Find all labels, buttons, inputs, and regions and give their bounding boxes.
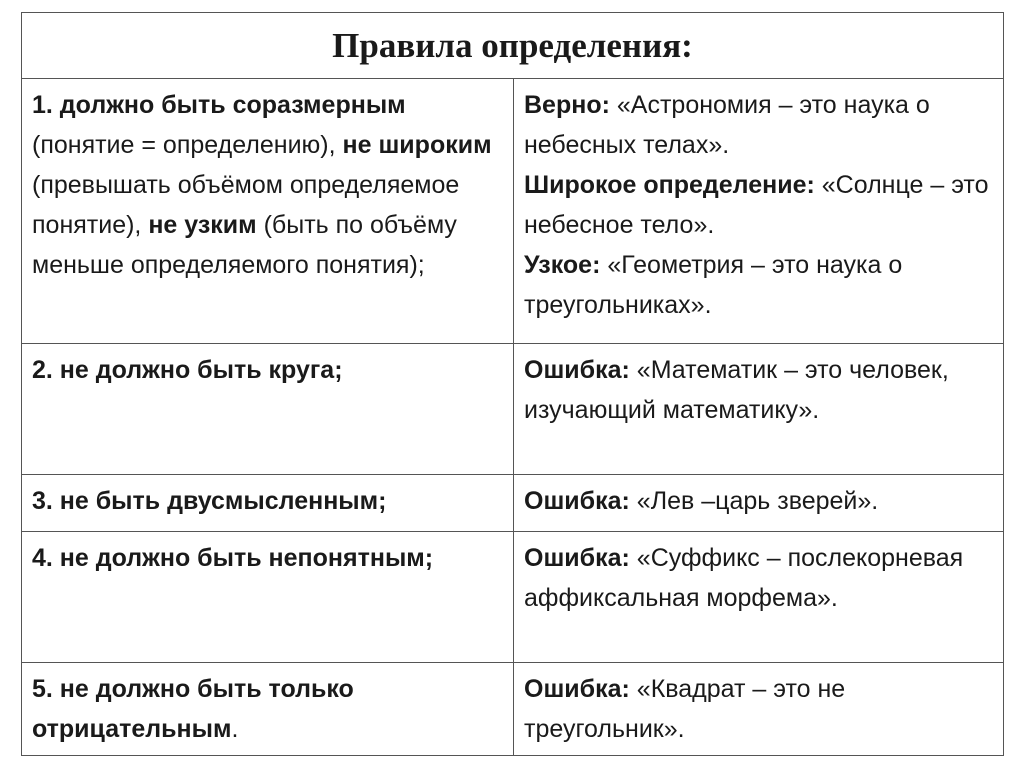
example-cell bbox=[514, 475, 1004, 532]
bold-text-segment: не широким bbox=[342, 131, 492, 160]
example-cell bbox=[514, 344, 1004, 475]
text-segment: «Солнце – это небесное тело». bbox=[524, 171, 989, 240]
bold-text-segment: Ошибка: bbox=[524, 487, 630, 516]
bold-text-segment: 3. не быть двусмысленным; bbox=[32, 487, 387, 516]
text-segment: «Математик – это человек, изучающий математику». bbox=[524, 356, 949, 425]
example-cell bbox=[514, 663, 1004, 756]
text-segment: «Квадрат – это не треугольник». bbox=[524, 675, 846, 744]
bold-text-segment: 1. должно быть соразмерным bbox=[32, 91, 406, 120]
rule-cell bbox=[22, 79, 514, 344]
rules-table bbox=[21, 12, 1004, 756]
text-segment: «Суффикс – послекорневая аффиксальная морфема». bbox=[524, 544, 964, 613]
rule-cell bbox=[22, 532, 514, 663]
example-cell bbox=[514, 532, 1004, 663]
bold-text-segment: Верно: bbox=[524, 91, 610, 120]
text-segment: «Астрономия – это наука о небесных телах». bbox=[524, 91, 930, 160]
bold-text-segment: Широкое определение: bbox=[524, 171, 815, 200]
rule-cell bbox=[22, 663, 514, 756]
bold-text-segment: 2. не должно быть круга; bbox=[32, 356, 343, 385]
bold-text-segment: не узким bbox=[148, 211, 257, 240]
rule-cell bbox=[22, 344, 514, 475]
example-cell bbox=[514, 79, 1004, 344]
bold-text-segment: 5. не должно быть только отрицательным bbox=[32, 675, 354, 744]
text-segment: (понятие = определению), bbox=[32, 131, 343, 160]
table-title: Правила определения: bbox=[22, 13, 1004, 79]
bold-text-segment: Ошибка: bbox=[524, 544, 630, 573]
table-row bbox=[22, 663, 1004, 756]
bold-text-segment: Ошибка: bbox=[524, 675, 630, 704]
table-row bbox=[22, 79, 1004, 344]
text-segment: . bbox=[231, 715, 239, 744]
text-segment: «Геометрия – это наука о треугольниках». bbox=[524, 251, 903, 320]
text-segment: (превышать объёмом определяемое понятие), bbox=[32, 171, 460, 240]
bold-text-segment: 4. не должно быть непонятным; bbox=[32, 544, 434, 573]
rules-slide bbox=[21, 12, 1003, 756]
header-row bbox=[22, 13, 1004, 79]
table-row bbox=[22, 475, 1004, 532]
text-segment: (быть по объёму меньше определяемого понятия); bbox=[32, 211, 457, 280]
text-segment: «Лев –царь зверей». bbox=[629, 487, 879, 516]
table-row bbox=[22, 532, 1004, 663]
bold-text-segment: Узкое: bbox=[524, 251, 601, 280]
table-row bbox=[22, 344, 1004, 475]
rule-cell bbox=[22, 475, 514, 532]
bold-text-segment: Ошибка: bbox=[524, 356, 630, 385]
